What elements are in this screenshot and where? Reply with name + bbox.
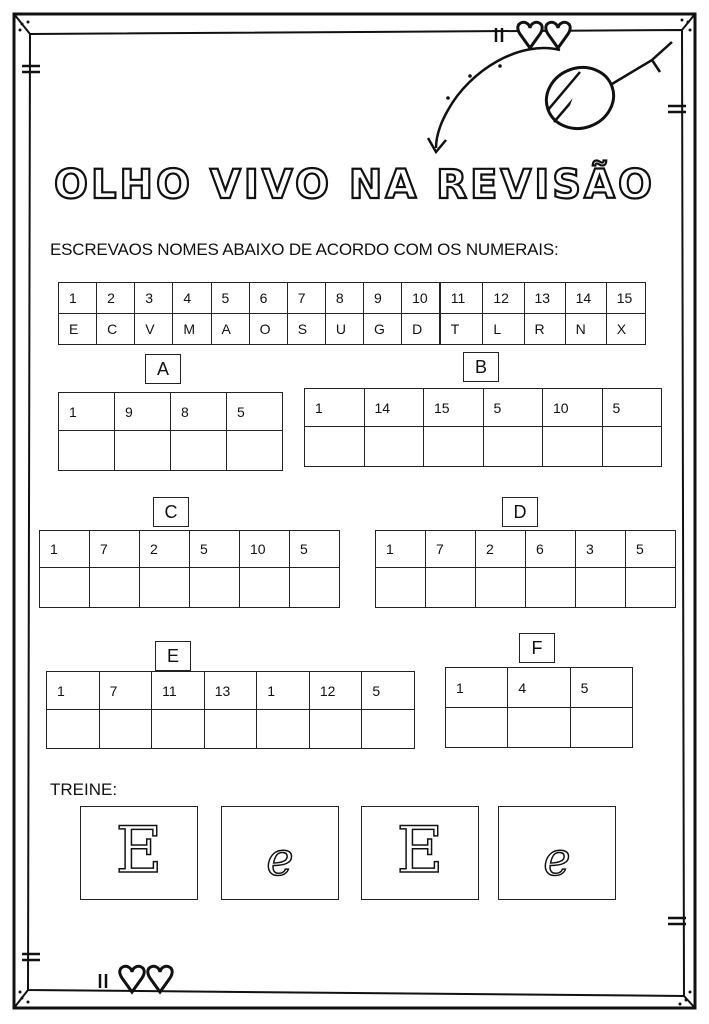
key-letter: G (364, 314, 402, 345)
exercise-number: 7 (426, 531, 476, 568)
key-letter: M (173, 314, 211, 345)
exercise-number: 5 (483, 389, 543, 427)
key-letter: X (606, 314, 645, 345)
exercise-number: 1 (257, 672, 310, 710)
exercise-number: 5 (602, 389, 662, 427)
answer-cell[interactable] (59, 431, 115, 471)
key-number: 3 (135, 283, 173, 314)
answer-cell[interactable] (543, 427, 603, 467)
exercise-number: 3 (576, 531, 626, 568)
exercise-number: 1 (40, 531, 90, 568)
answer-cell[interactable] (40, 568, 90, 608)
key-number: 11 (440, 283, 483, 314)
answer-cell[interactable] (305, 427, 365, 467)
exercise-number: 8 (171, 393, 227, 431)
answer-cell[interactable] (576, 568, 626, 608)
answer-cell[interactable] (476, 568, 526, 608)
exercise-number: 7 (99, 672, 152, 710)
answer-cell[interactable] (424, 427, 484, 467)
exercise-number: 5 (626, 531, 676, 568)
key-number: 2 (97, 283, 135, 314)
practice-box[interactable] (361, 806, 479, 900)
exercise-number: 2 (476, 531, 526, 568)
key-number: 12 (483, 283, 524, 314)
exercise-number: 1 (59, 393, 115, 431)
page-title: OLHO VIVO NA REVISÃO (53, 162, 655, 208)
answer-cell[interactable] (526, 568, 576, 608)
key-letter: U (325, 314, 363, 345)
exercise-number: 1 (376, 531, 426, 568)
key-letter: T (440, 314, 483, 345)
answer-cell[interactable] (47, 710, 100, 749)
key-number: 13 (524, 283, 565, 314)
answer-cell[interactable] (426, 568, 476, 608)
answer-cell[interactable] (99, 710, 152, 749)
exercise-number: 13 (204, 672, 257, 710)
exercise-number: 12 (309, 672, 362, 710)
answer-cell[interactable] (90, 568, 140, 608)
practice-box[interactable] (80, 806, 198, 900)
exercise-number: 14 (364, 389, 424, 427)
key-number: 10 (402, 283, 440, 314)
exercise-label-c: C (153, 497, 189, 527)
answer-cell[interactable] (483, 427, 543, 467)
exercise-table-b (304, 388, 662, 467)
key-letter: D (402, 314, 440, 345)
exercise-number: 5 (227, 393, 283, 431)
exercise-number: 11 (152, 672, 205, 710)
answer-cell[interactable] (446, 708, 508, 748)
key-letter: E (59, 314, 97, 345)
exercise-table-a (58, 392, 283, 471)
exercise-number: 5 (190, 531, 240, 568)
practice-label: TREINE: (50, 780, 118, 799)
exercise-number: 4 (508, 668, 570, 708)
exercise-number: 9 (115, 393, 171, 431)
tracing-letter: E (396, 814, 444, 888)
tracing-letter: e (266, 832, 294, 886)
exercise-number: 5 (362, 672, 415, 710)
answer-cell[interactable] (602, 427, 662, 467)
answer-cell[interactable] (204, 710, 257, 749)
answer-cell[interactable] (362, 710, 415, 749)
exercise-label-a: A (145, 354, 181, 384)
exercise-number: 15 (424, 389, 484, 427)
exercise-label-e: E (155, 641, 191, 671)
key-letter: S (287, 314, 325, 345)
tracing-letter: e (543, 832, 571, 886)
answer-cell[interactable] (227, 431, 283, 471)
answer-cell[interactable] (364, 427, 424, 467)
key-number: 9 (364, 283, 402, 314)
answer-cell[interactable] (290, 568, 340, 608)
answer-cell[interactable] (508, 708, 570, 748)
practice-box[interactable] (221, 806, 339, 900)
answer-cell[interactable] (190, 568, 240, 608)
exercise-number: 10 (543, 389, 603, 427)
key-letter: L (483, 314, 524, 345)
exercise-number: 2 (140, 531, 190, 568)
instruction-text: ESCREVAOS NOMES ABAIXO DE ACORDO COM OS NUMERAIS: (50, 240, 559, 259)
key-number: 6 (249, 283, 287, 314)
exercise-table-f (445, 667, 633, 748)
key-letter: N (565, 314, 606, 345)
answer-cell[interactable] (309, 710, 362, 749)
answer-cell[interactable] (376, 568, 426, 608)
key-letter: C (97, 314, 135, 345)
exercise-number: 1 (47, 672, 100, 710)
exercise-table-d (375, 530, 676, 608)
key-number: 14 (565, 283, 606, 314)
answer-cell[interactable] (570, 708, 632, 748)
exercise-number: 7 (90, 531, 140, 568)
answer-cell[interactable] (626, 568, 676, 608)
exercise-label-b: B (463, 352, 499, 382)
answer-cell[interactable] (171, 431, 227, 471)
exercise-number: 1 (446, 668, 508, 708)
answer-cell[interactable] (115, 431, 171, 471)
key-letter: V (135, 314, 173, 345)
key-number: 5 (211, 283, 249, 314)
answer-cell[interactable] (140, 568, 190, 608)
key-table (58, 282, 646, 345)
exercise-label-f: F (519, 633, 555, 663)
key-number: 7 (287, 283, 325, 314)
exercise-label-d: D (502, 497, 538, 527)
answer-cell[interactable] (152, 710, 205, 749)
exercise-table-e (46, 671, 415, 749)
exercise-number: 10 (240, 531, 290, 568)
key-number: 15 (606, 283, 645, 314)
answer-cell[interactable] (240, 568, 290, 608)
key-letter: R (524, 314, 565, 345)
exercise-table-c (39, 530, 340, 608)
exercise-number: 5 (290, 531, 340, 568)
exercise-number: 6 (526, 531, 576, 568)
exercise-number: 1 (305, 389, 365, 427)
tracing-letter: E (115, 814, 163, 888)
exercise-number: 5 (570, 668, 632, 708)
key-number: 4 (173, 283, 211, 314)
key-number: 1 (59, 283, 97, 314)
key-letter: O (249, 314, 287, 345)
key-number: 8 (325, 283, 363, 314)
key-letter: A (211, 314, 249, 345)
answer-cell[interactable] (257, 710, 310, 749)
practice-box[interactable] (498, 806, 616, 900)
